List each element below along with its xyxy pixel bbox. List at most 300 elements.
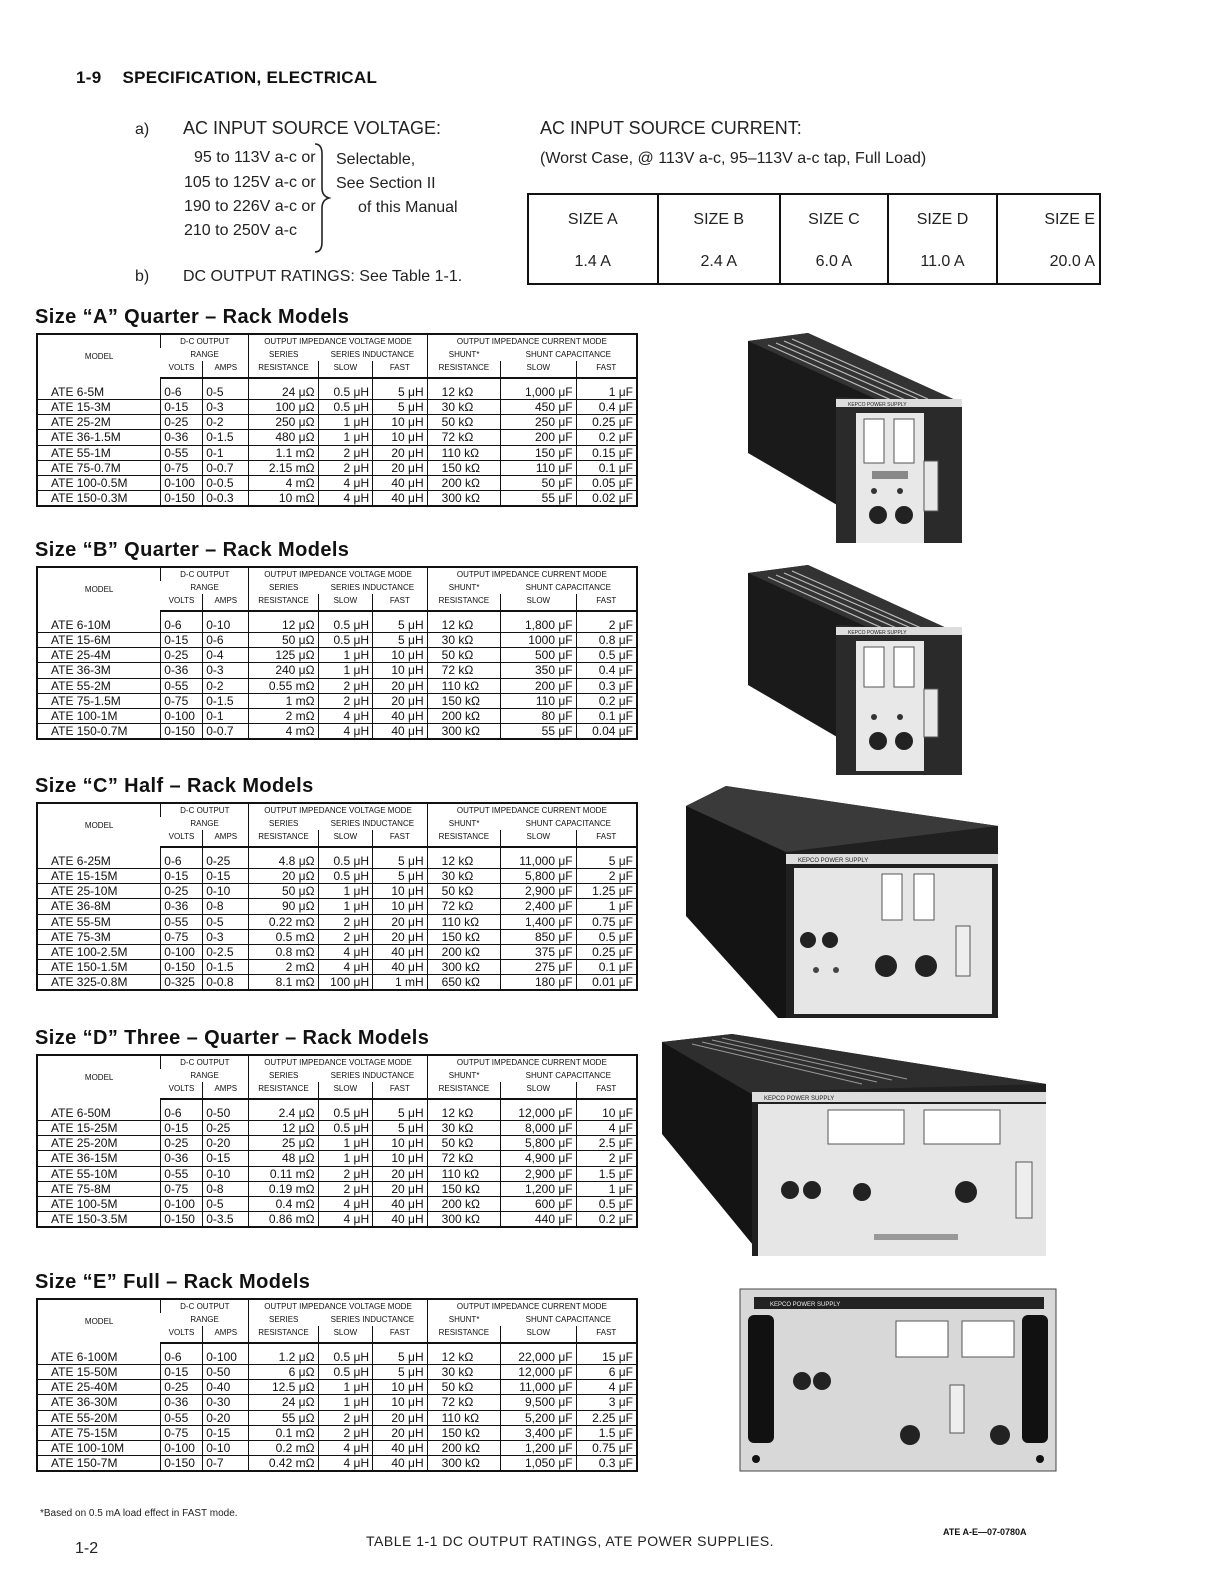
shunt-slow-cell: 110 μF [501,693,577,708]
series-slow-cell: 4 μH [318,491,373,507]
series-resistance-cell: 125 μΩ [249,648,318,663]
model-cell: ATE 25-2M [37,415,161,430]
series-slow-cell: 1 μH [318,884,373,899]
model-cell: ATE 55-5M [37,914,161,929]
series-fast-cell: 5 μH [373,1343,428,1365]
amps-cell: 0-50 [203,1099,249,1121]
size-b-header: SIZE B [658,194,781,241]
shunt-fast-cell: 0.3 μF [576,678,637,693]
shunt-fast-cell: 0.1 μF [576,708,637,723]
shunt-resistance-cell: 50 kΩ [427,884,500,899]
volts-cell: 0-75 [161,693,203,708]
group-title-c: Size “C” Half – Rack Models [35,775,314,797]
amps-cell: 0-25 [203,847,249,869]
shunt-resistance-cell: 72 kΩ [427,1151,500,1166]
series-resistance-cell: 0.42 mΩ [249,1456,318,1472]
shunt-slow-cell: 1,200 μF [501,1181,577,1196]
model-cell: ATE 55-20M [37,1410,161,1425]
ac-current-subtitle: (Worst Case, @ 113V a-c, 95–113V a-c tap, Full Load) [540,150,927,167]
series-resistance-cell: 4.8 μΩ [249,847,318,869]
series-fast-cell: 20 μH [373,1410,428,1425]
table-row [37,611,637,633]
volts-cell: 0-55 [161,1410,203,1425]
table-row [37,1380,637,1395]
series-slow-cell: 4 μH [318,708,373,723]
group-title-e: Size “E” Full – Rack Models [35,1271,311,1293]
current-mode-header: OUTPUT IMPEDANCE CURRENT MODE [427,567,637,581]
table-row [37,475,637,490]
voltage-range-3: 190 to 226V a-c or [184,198,316,215]
size-e-header: SIZE E [997,194,1100,241]
model-cell: ATE 100-0.5M [37,475,161,490]
spec-table-size-b [36,566,638,740]
amps-cell: 0-0.7 [203,724,249,740]
volts-cell: 0-100 [161,708,203,723]
model-cell: ATE 25-20M [37,1136,161,1151]
model-cell: ATE 36-8M [37,899,161,914]
spec-table-size-c [36,802,638,991]
photo-label-e: KEPCO POWER SUPPLY [770,1302,841,1308]
shunt-slow-cell: 1,400 μF [501,914,577,929]
shunt-slow-cell: 5,200 μF [501,1410,577,1425]
series-resistance-cell: 90 μΩ [249,899,318,914]
dc-output-ratings-text: DC OUTPUT RATINGS: See Table 1-1. [183,268,463,285]
shunt-slow-cell: 55 μF [501,491,577,507]
series-slow-cell: 4 μH [318,1456,373,1472]
series-fast-cell: 10 μH [373,1380,428,1395]
series-resistance-cell: 2 mΩ [249,708,318,723]
volts-cell: 0-150 [161,1456,203,1472]
amps-cell: 0-3 [203,400,249,415]
shunt-slow-header: SLOW [501,1326,577,1343]
table-row [37,1395,637,1410]
shunt-slow-cell: 80 μF [501,708,577,723]
series-fast-cell: 40 μH [373,1196,428,1211]
page-number: 1-2 [75,1540,99,1557]
amps-cell: 0-7 [203,1456,249,1472]
shunt-resistance-cell: 12 kΩ [427,611,500,633]
series-fast-header: FAST [373,361,428,378]
volts-cell: 0-75 [161,1425,203,1440]
shunt-slow-cell: 1000 μF [501,633,577,648]
series-fast-cell: 5 μH [373,1365,428,1380]
item-b-label: b) [135,268,150,285]
series-resistance-cell: 4 mΩ [249,724,318,740]
series-resistance-cell: 12 μΩ [249,1121,318,1136]
shunt-resistance-cell: 30 kΩ [427,1121,500,1136]
series-fast-cell: 20 μH [373,1166,428,1181]
model-cell: ATE 150-3.5M [37,1212,161,1228]
amps-cell: 0-1 [203,445,249,460]
volts-cell: 0-36 [161,663,203,678]
amps-cell: 0-1.5 [203,693,249,708]
volts-cell: 0-150 [161,1212,203,1228]
series-slow-cell: 0.5 μH [318,869,373,884]
shunt-resistance-cell: 200 kΩ [427,944,500,959]
shunt-slow-cell: 600 μF [501,1196,577,1211]
table-row [37,708,637,723]
table-row [37,944,637,959]
series-resistance-cell: 24 μΩ [249,378,318,400]
series-fast-cell: 20 μH [373,445,428,460]
shunt-resistance-cell: 12 kΩ [427,1099,500,1121]
shunt-slow-cell: 1,000 μF [501,378,577,400]
shunt-resistance-cell: 30 kΩ [427,869,500,884]
series-resistance-cell: 480 μΩ [249,430,318,445]
shunt-slow-cell: 375 μF [501,944,577,959]
model-cell: ATE 150-0.3M [37,491,161,507]
shunt-capacitance-header: SHUNT CAPACITANCE [525,583,611,592]
amps-cell: 0-40 [203,1380,249,1395]
series-fast-cell: 40 μH [373,475,428,490]
series-slow-cell: 0.5 μH [318,400,373,415]
shunt-fast-header: FAST [576,594,637,611]
table-row [37,1410,637,1425]
series-slow-cell: 4 μH [318,1196,373,1211]
series-resistance-cell: 0.8 mΩ [249,944,318,959]
model-cell: ATE 6-25M [37,847,161,869]
amps-cell: 0-20 [203,1410,249,1425]
volts-cell: 0-75 [161,929,203,944]
series-fast-cell: 1 mH [373,975,428,991]
size-d-header: SIZE D [888,194,998,241]
table-row [37,960,637,975]
shunt-header: SHUNT* [427,1313,500,1326]
series-slow-header: SLOW [318,1326,373,1343]
series-inductance-header: SERIES INDUCTANCE [330,1315,415,1324]
shunt-resistance-cell: 650 kΩ [427,975,500,991]
shunt-resistance-cell: 300 kΩ [427,491,500,507]
range-header: RANGE [190,1071,219,1080]
amps-cell: 0-2 [203,415,249,430]
series-resistance-cell: 4 mΩ [249,475,318,490]
shunt-slow-cell: 9,500 μF [501,1395,577,1410]
series-resistance-cell: 0.2 mΩ [249,1440,318,1455]
amps-cell: 0-15 [203,1151,249,1166]
volts-cell: 0-150 [161,724,203,740]
voltage-mode-header: OUTPUT IMPEDANCE VOLTAGE MODE [249,334,427,348]
shunt-slow-cell: 3,400 μF [501,1425,577,1440]
series-slow-cell: 4 μH [318,960,373,975]
volts-header: VOLTS [161,594,203,611]
amps-cell: 0-30 [203,1395,249,1410]
series-fast-cell: 5 μH [373,400,428,415]
model-cell: ATE 6-100M [37,1343,161,1365]
series-slow-cell: 1 μH [318,648,373,663]
group-title-a: Size “A” Quarter – Rack Models [35,306,350,328]
series-fast-cell: 20 μH [373,1181,428,1196]
series-slow-cell: 0.5 μH [318,611,373,633]
volts-header: VOLTS [161,830,203,847]
shunt-capacitance-header: SHUNT CAPACITANCE [525,1071,611,1080]
shunt-fast-cell: 1 μF [576,1181,637,1196]
shunt-slow-cell: 1,200 μF [501,1440,577,1455]
series-inductance-header: SERIES INDUCTANCE [330,1071,415,1080]
model-cell: ATE 100-10M [37,1440,161,1455]
section-number: 1-9 [76,68,102,87]
volts-cell: 0-100 [161,475,203,490]
series-header: SERIES [249,817,318,830]
shunt-header: SHUNT* [427,581,500,594]
amps-cell: 0-4 [203,648,249,663]
volts-cell: 0-55 [161,1166,203,1181]
volts-cell: 0-36 [161,1395,203,1410]
series-slow-cell: 4 μH [318,724,373,740]
shunt-resistance-cell: 300 kΩ [427,1212,500,1228]
series-fast-cell: 5 μH [373,1099,428,1121]
table-row [37,1151,637,1166]
series-slow-cell: 0.5 μH [318,1121,373,1136]
series-slow-cell: 1 μH [318,663,373,678]
table-row [37,869,637,884]
amps-cell: 0-25 [203,1121,249,1136]
series-slow-cell: 4 μH [318,1212,373,1228]
series-slow-cell: 1 μH [318,430,373,445]
shunt-resistance-cell: 200 kΩ [427,1440,500,1455]
table-row [37,648,637,663]
amps-cell: 0-0.3 [203,491,249,507]
volts-header: VOLTS [161,1082,203,1099]
series-fast-cell: 40 μH [373,1440,428,1455]
series-inductance-header: SERIES INDUCTANCE [330,583,415,592]
shunt-fast-cell: 2 μF [576,1151,637,1166]
voltage-range-2: 105 to 125V a-c or [184,174,316,191]
table-row [37,1181,637,1196]
series-slow-cell: 1 μH [318,899,373,914]
group-title-d: Size “D” Three – Quarter – Rack Models [35,1027,430,1049]
volts-cell: 0-150 [161,960,203,975]
shunt-resistance-cell: 110 kΩ [427,1166,500,1181]
series-fast-cell: 40 μH [373,944,428,959]
item-a-label: a) [135,121,150,138]
table-caption: TABLE 1-1 DC OUTPUT RATINGS, ATE POWER SUPPLIES. [366,1533,775,1549]
amps-cell: 0-50 [203,1365,249,1380]
shunt-header: SHUNT* [427,817,500,830]
table-row [37,1343,637,1365]
volts-cell: 0-55 [161,678,203,693]
shunt-slow-cell: 275 μF [501,960,577,975]
series-header: SERIES [249,1313,318,1326]
model-cell: ATE 55-2M [37,678,161,693]
volts-cell: 0-25 [161,415,203,430]
table-row [37,929,637,944]
series-resistance-cell: 1.2 μΩ [249,1343,318,1365]
model-cell: ATE 15-25M [37,1121,161,1136]
shunt-capacitance-header: SHUNT CAPACITANCE [525,1315,611,1324]
shunt-fast-cell: 0.8 μF [576,633,637,648]
series-slow-cell: 2 μH [318,460,373,475]
series-resistance-cell: 2.15 mΩ [249,460,318,475]
model-cell: ATE 36-3M [37,663,161,678]
series-resistance-header: RESISTANCE [249,361,318,378]
amps-cell: 0-20 [203,1136,249,1151]
shunt-slow-cell: 200 μF [501,430,577,445]
shunt-slow-header: SLOW [501,830,577,847]
series-fast-cell: 10 μH [373,1136,428,1151]
size-a-current: 1.4 A [528,241,658,284]
model-cell: ATE 15-6M [37,633,161,648]
table-row [37,378,637,400]
series-resistance-cell: 0.11 mΩ [249,1166,318,1181]
volts-cell: 0-100 [161,1196,203,1211]
series-header: SERIES [249,581,318,594]
series-slow-cell: 0.5 μH [318,1099,373,1121]
spec-table-size-e [36,1298,638,1472]
size-a-header: SIZE A [528,194,658,241]
amps-cell: 0-8 [203,899,249,914]
amps-cell: 0-2 [203,678,249,693]
shunt-capacitance-header: SHUNT CAPACITANCE [525,350,611,359]
volts-cell: 0-25 [161,884,203,899]
shunt-resistance-cell: 30 kΩ [427,400,500,415]
series-fast-header: FAST [373,1082,428,1099]
shunt-fast-cell: 15 μF [576,1343,637,1365]
table-row [37,430,637,445]
series-slow-cell: 0.5 μH [318,847,373,869]
model-cell: ATE 75-8M [37,1181,161,1196]
shunt-slow-cell: 250 μF [501,415,577,430]
series-fast-cell: 20 μH [373,693,428,708]
shunt-resistance-header: RESISTANCE [427,1326,500,1343]
table-row [37,1365,637,1380]
shunt-resistance-header: RESISTANCE [427,830,500,847]
table-row [37,914,637,929]
volts-cell: 0-6 [161,378,203,400]
shunt-resistance-cell: 50 kΩ [427,648,500,663]
series-resistance-cell: 25 μΩ [249,1136,318,1151]
series-resistance-cell: 2.4 μΩ [249,1099,318,1121]
series-slow-cell: 2 μH [318,929,373,944]
shunt-fast-cell: 0.2 μF [576,430,637,445]
shunt-fast-cell: 0.4 μF [576,663,637,678]
voltage-range-1: 95 to 113V a-c or [194,149,316,166]
model-cell: ATE 36-15M [37,1151,161,1166]
amps-cell: 0-6 [203,633,249,648]
voltage-mode-header: OUTPUT IMPEDANCE VOLTAGE MODE [249,1055,427,1069]
model-cell: ATE 6-5M [37,378,161,400]
volts-cell: 0-55 [161,914,203,929]
voltage-mode-header: OUTPUT IMPEDANCE VOLTAGE MODE [249,803,427,817]
table-row [37,633,637,648]
series-fast-cell: 20 μH [373,460,428,475]
shunt-fast-header: FAST [576,830,637,847]
model-header: MODEL [84,1317,114,1326]
series-resistance-header: RESISTANCE [249,594,318,611]
shunt-fast-cell: 1.5 μF [576,1425,637,1440]
volts-cell: 0-55 [161,445,203,460]
brace-icon [313,142,331,254]
range-header: RANGE [190,1315,219,1324]
table-row [37,1121,637,1136]
series-slow-header: SLOW [318,594,373,611]
shunt-resistance-cell: 110 kΩ [427,1410,500,1425]
series-fast-cell: 10 μH [373,899,428,914]
shunt-header: SHUNT* [427,1069,500,1082]
shunt-resistance-cell: 30 kΩ [427,1365,500,1380]
model-cell: ATE 75-0.7M [37,460,161,475]
shunt-slow-cell: 55 μF [501,724,577,740]
series-resistance-cell: 250 μΩ [249,415,318,430]
shunt-resistance-cell: 200 kΩ [427,708,500,723]
table-row [37,1440,637,1455]
volts-cell: 0-15 [161,1365,203,1380]
shunt-fast-cell: 4 μF [576,1121,637,1136]
shunt-slow-cell: 22,000 μF [501,1343,577,1365]
volts-cell: 0-150 [161,491,203,507]
shunt-header: SHUNT* [427,348,500,361]
series-fast-cell: 10 μH [373,1151,428,1166]
shunt-resistance-cell: 150 kΩ [427,1181,500,1196]
amps-cell: 0-1.5 [203,960,249,975]
shunt-slow-cell: 2,400 μF [501,899,577,914]
series-resistance-cell: 0.4 mΩ [249,1196,318,1211]
shunt-slow-cell: 350 μF [501,663,577,678]
amps-header: AMPS [203,830,249,847]
series-slow-cell: 2 μH [318,1166,373,1181]
shunt-resistance-cell: 50 kΩ [427,1380,500,1395]
amps-cell: 0-15 [203,1425,249,1440]
volts-cell: 0-75 [161,1181,203,1196]
shunt-resistance-cell: 12 kΩ [427,1343,500,1365]
table-row [37,693,637,708]
series-fast-cell: 5 μH [373,378,428,400]
series-slow-cell: 1 μH [318,415,373,430]
ac-current-title: AC INPUT SOURCE CURRENT: [540,118,802,138]
group-title-b: Size “B” Quarter – Rack Models [35,539,350,561]
shunt-slow-cell: 2,900 μF [501,884,577,899]
photo-label-b: KEPCO POWER SUPPLY [848,630,907,636]
volts-cell: 0-6 [161,1343,203,1365]
table-row [37,847,637,869]
shunt-resistance-cell: 72 kΩ [427,899,500,914]
series-header: SERIES [249,348,318,361]
series-resistance-cell: 50 μΩ [249,633,318,648]
volts-cell: 0-25 [161,648,203,663]
voltage-mode-header: OUTPUT IMPEDANCE VOLTAGE MODE [249,567,427,581]
shunt-fast-cell: 1 μF [576,378,637,400]
series-fast-cell: 40 μH [373,724,428,740]
model-cell: ATE 150-7M [37,1456,161,1472]
table-row [37,1212,637,1228]
shunt-slow-cell: 4,900 μF [501,1151,577,1166]
table-row [37,1166,637,1181]
size-b-current: 2.4 A [658,241,781,284]
model-cell: ATE 15-50M [37,1365,161,1380]
table-row [37,445,637,460]
series-resistance-cell: 20 μΩ [249,869,318,884]
table-row [37,678,637,693]
shunt-resistance-cell: 150 kΩ [427,460,500,475]
size-c-header: SIZE C [780,194,888,241]
amps-cell: 0-5 [203,378,249,400]
series-slow-cell: 1 μH [318,1136,373,1151]
model-cell: ATE 36-1.5M [37,430,161,445]
series-fast-cell: 20 μH [373,678,428,693]
photo-size-a-supply [748,333,962,543]
shunt-fast-cell: 4 μF [576,1380,637,1395]
series-slow-cell: 2 μH [318,445,373,460]
volts-cell: 0-75 [161,460,203,475]
model-cell: ATE 325-0.8M [37,975,161,991]
amps-cell: 0-10 [203,884,249,899]
series-slow-header: SLOW [318,361,373,378]
amps-header: AMPS [203,594,249,611]
table-row [37,460,637,475]
series-header: SERIES [249,1069,318,1082]
series-resistance-header: RESISTANCE [249,1326,318,1343]
series-fast-cell: 10 μH [373,648,428,663]
amps-header: AMPS [203,361,249,378]
